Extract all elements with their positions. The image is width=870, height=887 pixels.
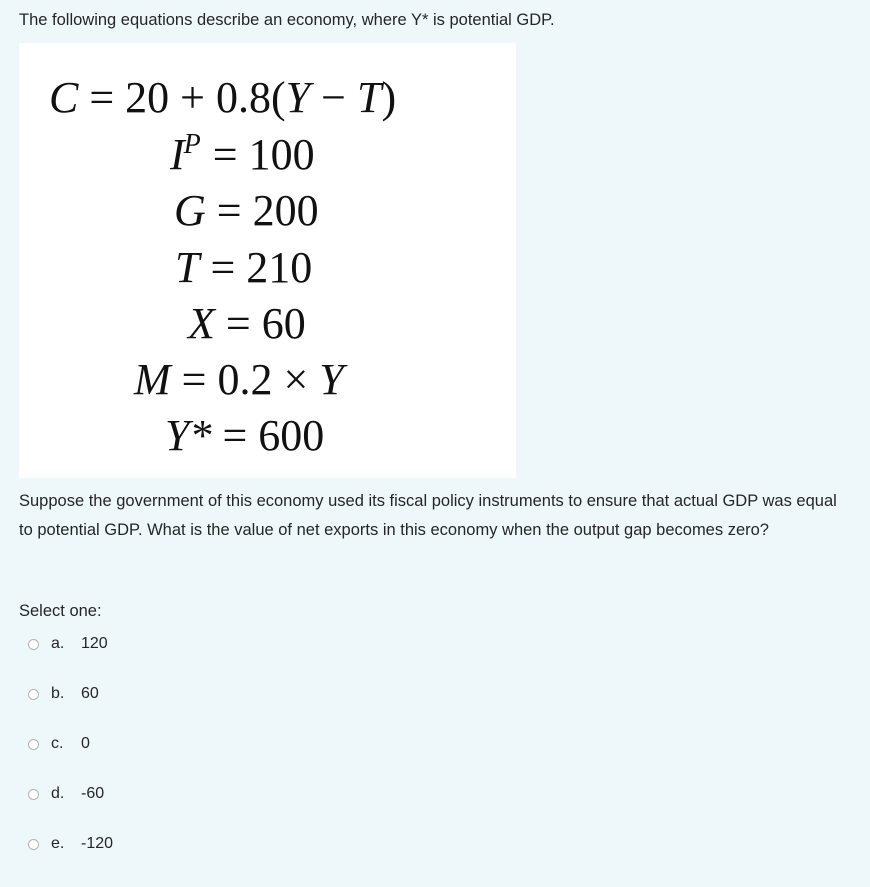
option-c[interactable] <box>28 732 90 756</box>
eq-ip-lhs: I <box>170 130 185 179</box>
question-text: Suppose the government of this economy used its fiscal policy instruments to ensure that actual GDP was equal to potential GDP. What is the value of net exports in this economy when the output gap becomes zero? <box>19 492 837 539</box>
eq-c-rhs: = 20 + 0.8( <box>89 73 286 122</box>
equations-image <box>19 43 516 478</box>
option-value: 0 <box>81 735 90 752</box>
radio-button[interactable] <box>28 689 39 700</box>
radio-button[interactable] <box>28 739 39 750</box>
radio-button[interactable] <box>28 789 39 800</box>
eq-ip-rhs: = 100 <box>201 130 315 179</box>
eq-ystar-lhs: Y* <box>165 411 212 460</box>
option-a[interactable] <box>28 632 108 656</box>
eq-c-lhs: C <box>49 73 79 122</box>
option-value: -120 <box>81 835 114 852</box>
eq-c-t: T <box>356 73 382 122</box>
eq-x-lhs: X <box>188 299 215 348</box>
option-b[interactable] <box>28 682 99 706</box>
option-value: 120 <box>81 635 108 652</box>
equation-consumption <box>49 73 396 123</box>
eq-c-close: ) <box>381 73 397 122</box>
option-value: 60 <box>81 685 99 702</box>
option-letter: d. <box>51 785 65 802</box>
option-letter: c. <box>51 735 64 752</box>
equation-exports <box>188 299 306 349</box>
eq-x-rhs: = 60 <box>214 299 306 348</box>
eq-ip-sup: P <box>183 129 201 160</box>
eq-g-rhs: = 200 <box>205 186 319 235</box>
eq-m-lhs: M <box>134 355 171 404</box>
equation-government <box>174 186 319 236</box>
eq-m-rhs: = 0.2 × <box>170 355 320 404</box>
radio-button[interactable] <box>28 839 39 850</box>
option-letter: e. <box>51 835 65 852</box>
radio-button[interactable] <box>28 639 39 650</box>
eq-t-rhs: = 210 <box>199 243 313 292</box>
equation-imports <box>134 355 344 405</box>
equation-planned-investment <box>170 130 315 186</box>
eq-c-minus: − <box>310 73 357 122</box>
option-e[interactable] <box>28 832 113 856</box>
option-value: -60 <box>81 785 105 802</box>
eq-t-lhs: T <box>175 243 200 292</box>
equation-potential-gdp <box>165 411 324 461</box>
option-letter: a. <box>51 635 65 652</box>
eq-ystar-rhs: = 600 <box>211 411 325 460</box>
eq-c-y: Y <box>285 73 311 122</box>
eq-m-y: Y <box>319 355 344 404</box>
equation-taxes <box>175 243 312 293</box>
option-letter: b. <box>51 685 65 702</box>
eq-g-lhs: G <box>174 186 206 235</box>
select-one-label: Select one: <box>19 602 102 620</box>
option-d[interactable] <box>28 782 104 806</box>
intro-text: The following equations describe an economy, where Y* is potential GDP. <box>19 11 555 29</box>
